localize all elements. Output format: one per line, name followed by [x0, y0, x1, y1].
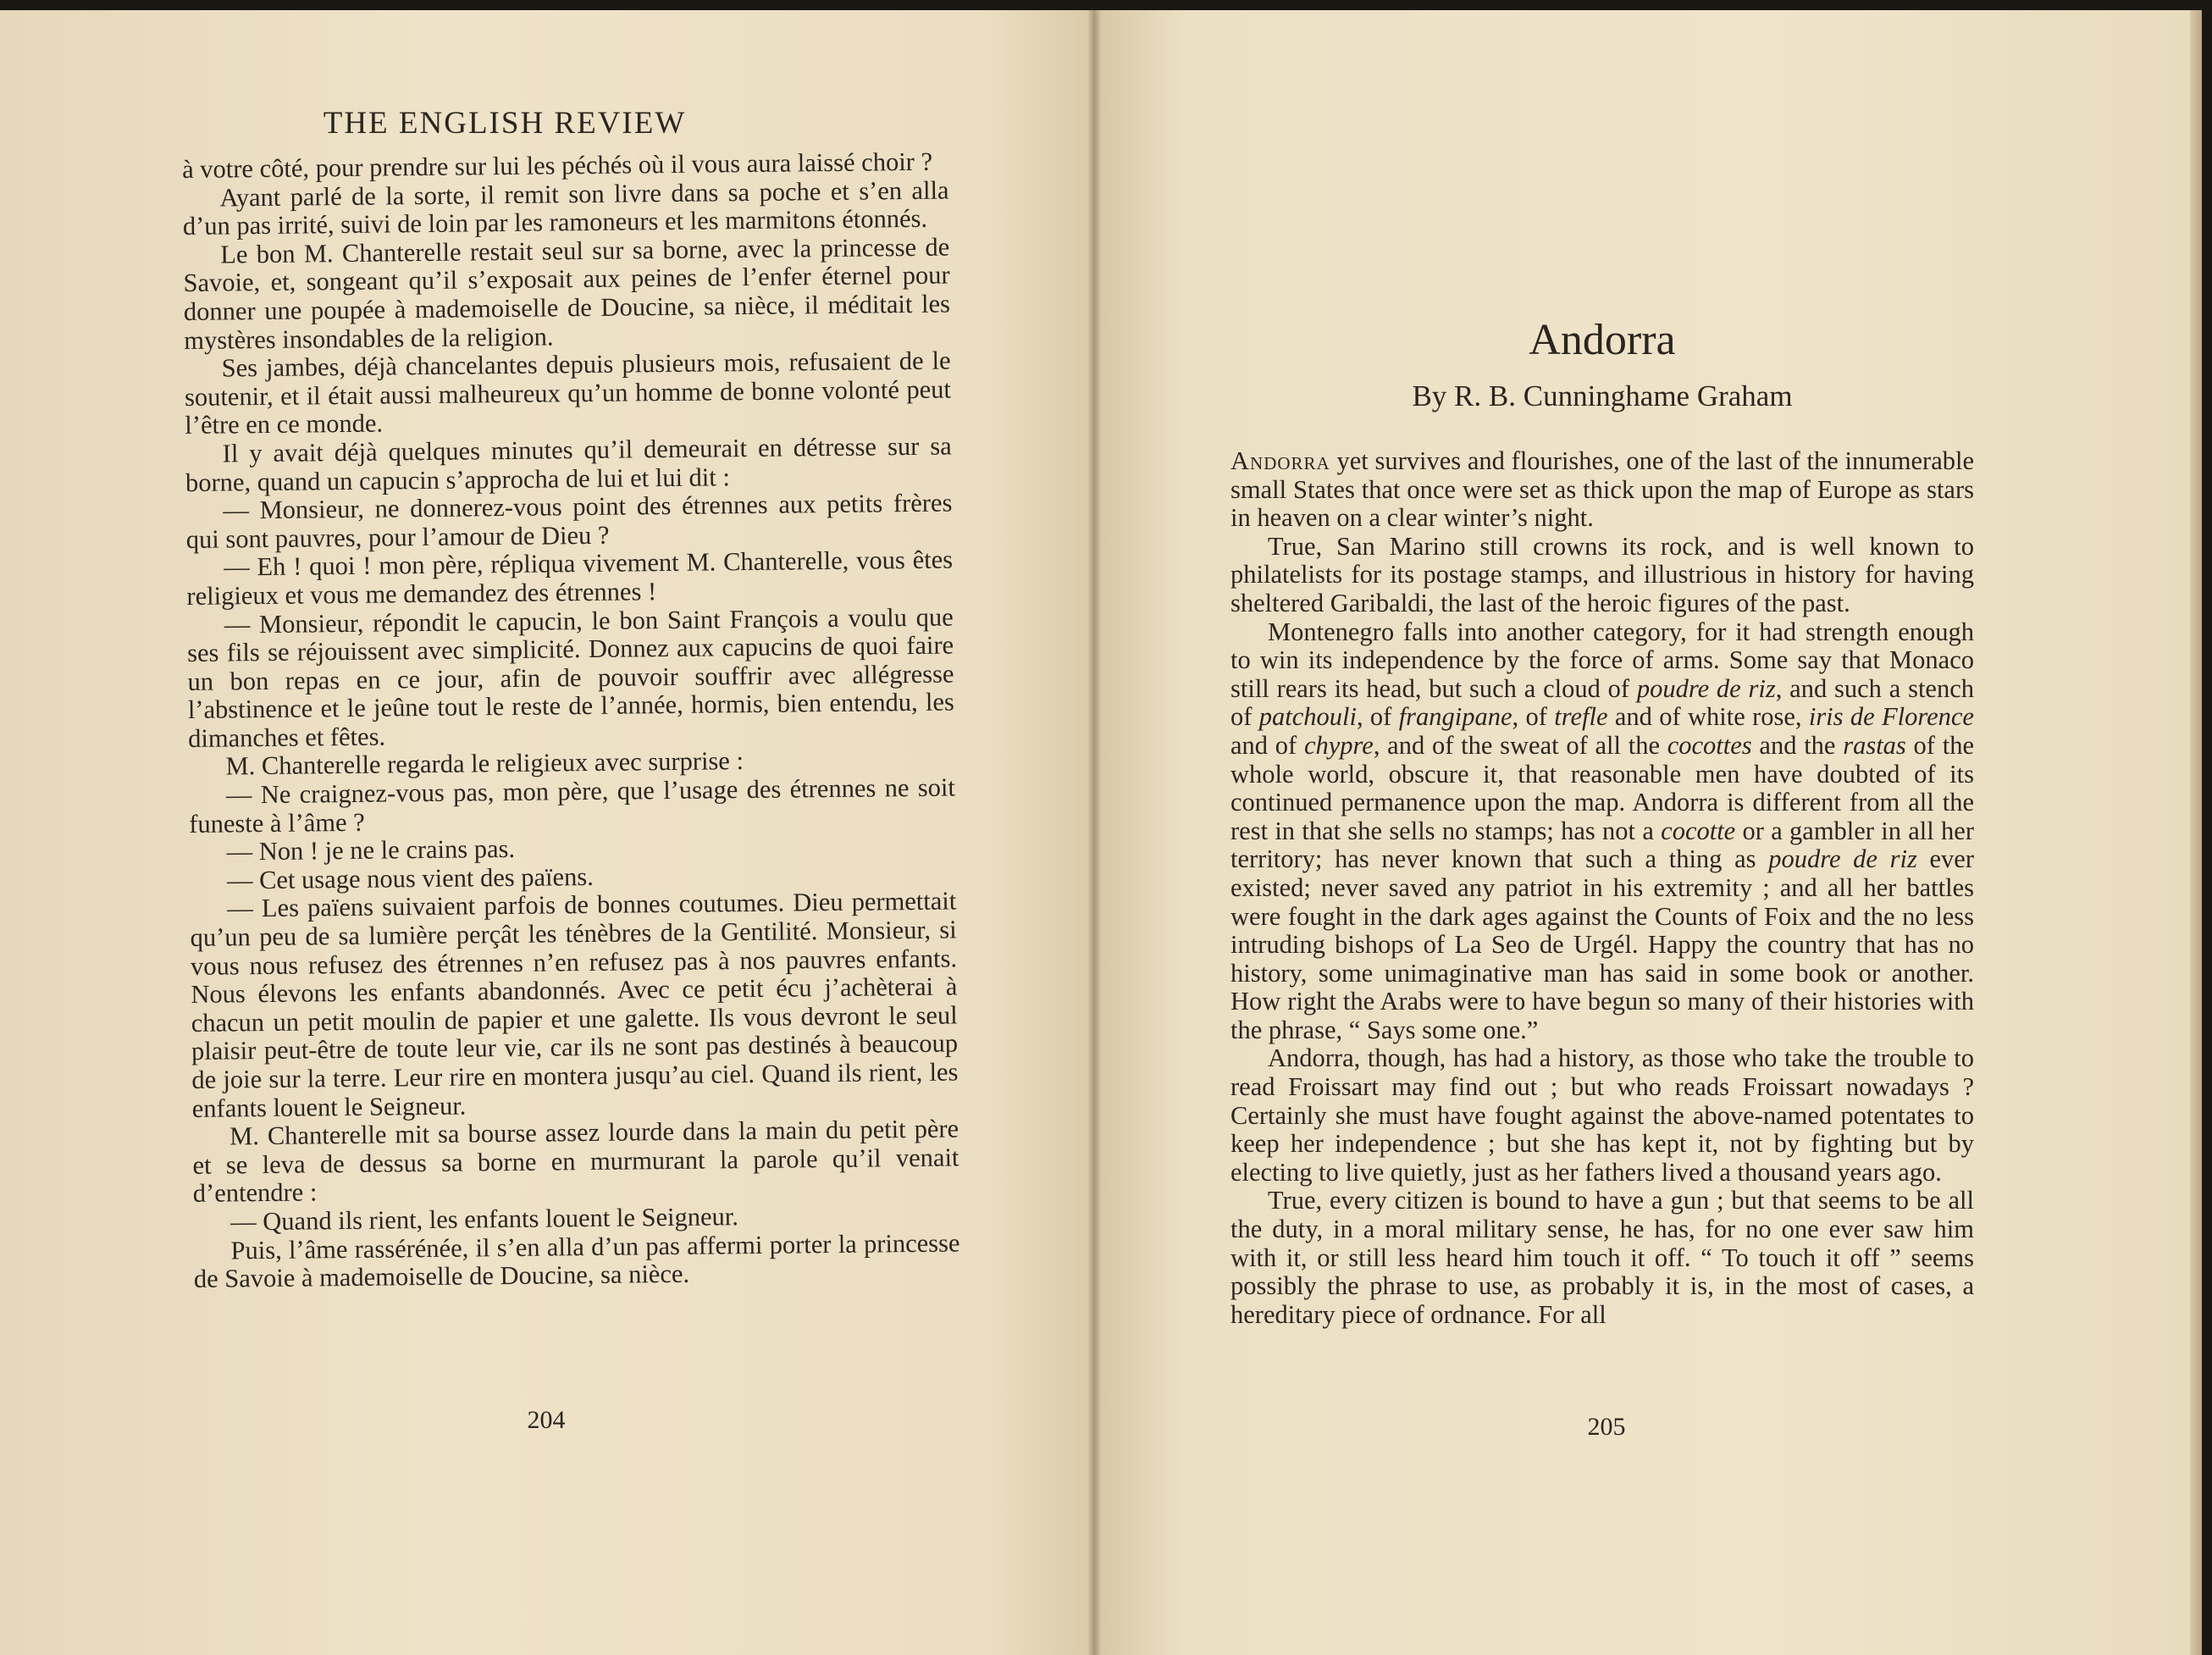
page-number: 204	[527, 1406, 566, 1434]
paragraph: — Non ! je ne le crains pas.	[226, 834, 516, 866]
right-text-column	[1230, 447, 1974, 1329]
book-gutter	[1087, 10, 1101, 1655]
paragraph: M. Chanterelle mit sa bourse assez lourde dans la main du petit père et se leva de dessus sa borne en murmurant la parole qu’il venait d’entendre :	[192, 1114, 959, 1209]
paragraph: Andorra, though, has had a history, as those who take the trouble to read Froissart may find out ; but who reads Froissart nowadays ? Certainly she must have fought against the above-named potentates to keep her independence ; but she has kept it, not by fighting but by electing to live quietly, just as her fathers lived a thousand years ago.	[1230, 1043, 1974, 1187]
paragraph: Andorra yet survives and flourishes, one of the last of the innumerable small States that once were set as thick upon the map of Europe as stars in heaven on a clear winter’s night.	[1230, 446, 1974, 533]
paragraph: — Monsieur, ne donnerez-vous point des étrennes aux petits frères qui sont pauvres, pour l’amour de Dieu ?	[185, 488, 953, 554]
paragraph: Ses jambes, déjà chancelantes depuis plusieurs mois, refusaient de le soutenir, et il était aussi malheureux qu’un homme de bonne volonté peut l’être en ce monde.	[184, 346, 952, 440]
lead-word: Andorra	[1230, 446, 1330, 475]
paragraph: True, every citizen is bound to have a gun ; but that seems to be all the duty, in a moral military sense, he has, for no one ever saw him with it, or still less heard him touch it off. “ To touch it off ” seems possibly the phrase to use, as probably it is, in the most of cases, a hereditary piece of ordnance. For all	[1230, 1186, 1974, 1329]
paragraph: — Cet usage nous vient des païens.	[226, 861, 594, 895]
left-text-column	[182, 148, 960, 1294]
paragraph: M. Chanterelle regarda le religieux avec surprise :	[225, 746, 744, 781]
paragraph: — Les païens suivaient parfois de bonnes coutumes. Dieu permettait qu’un peu de sa lumière perçât les ténèbres de la Gentilité. Monsieur, si vous nous refusez des étrennes n’en refusez pas à nos pauvres enfants. Nous élevons les enfants abandonnés. Avec ce petit écu j’achèterai à chacun un petit moulin de papier et une galette. Ils vous devront le seul plaisir peut-être de toute leur vie, car ils ne sont pas destinés à beaucoup de joie sur la terre. Leur rire en montera jusqu’au ciel. Quand ils rient, les enfants louent le Seigneur.	[190, 886, 959, 1123]
paragraph: à votre côté, pour prendre sur lui les péchés où il vous aura laissé choir ?	[181, 147, 933, 184]
paragraph: — Monsieur, répondit le capucin, le bon Saint François a voulu que ses fils se réjouissent avec simplicité. Donnez aux capucins de quoi faire un bon repas en ce jour, afin de pouvoir souffrir avec allégresse l’abstinence et le jeûne tout le reste de l’année, hormis, bien entendu, les dimanches et fêtes.	[186, 601, 954, 753]
running-head: THE ENGLISH REVIEW	[323, 106, 687, 141]
article-title: Andorra	[1529, 316, 1676, 364]
left-page	[0, 10, 1094, 1655]
paragraph: True, San Marino still crowns its rock, and is well known to philatelists for its postage stamps, and illustrious in history for having sheltered Garibaldi, the last of the heroic figures of the past.	[1230, 531, 1974, 617]
right-page	[1094, 10, 2202, 1655]
paragraph: Il y avait déjà quelques minutes qu’il demeurait en détresse sur sa borne, quand un capucin s’approcha de lui et lui dit :	[185, 431, 952, 497]
article-byline: By R. B. Cunninghame Graham	[1412, 379, 1793, 412]
paragraph: — Eh ! quoi ! mon père, répliqua vivement M. Chanterelle, vous êtes religieux et vous me demandez des étrennes !	[186, 545, 954, 611]
paragraph: — Quand ils rient, les enfants louent le Seigneur.	[230, 1202, 739, 1237]
paragraph: — Ne craignez-vous pas, mon père, que l’usage des étrennes ne soit funeste à l’âme ?	[189, 772, 956, 839]
paragraph: Le bon M. Chanterelle restait seul sur sa borne, avec la princesse de Savoie, et, songeant qu’il s’exposait aux peines de l’enfer éternel pour donner une poupée à mademoiselle de Doucine, sa nièce, il méditait les mystères insondables de la religion.	[183, 232, 951, 355]
page-number: 205	[1587, 1413, 1626, 1441]
paragraph: Ayant parlé de la sorte, il remit son livre dans sa poche et s’en alla d’un pas irrité, suivi de loin par les ramoneurs et les marmitons étonnés.	[182, 175, 949, 241]
paragraph: Montenegro falls into another category, for it had strength enough to win its independence by the force of arms. Some say that Monaco still rears its head, but such a cloud of poudre de riz, and such a stench of patchouli, of frangipane, of trefle and of white rose, iris de Florence and of chypre, and of the sweat of all the cocottes and the rastas of the whole world, obscure it, that reasonable men have doubted of its continued permanence upon the map. Andorra is different from all the rest in that she sells no stamps; has not a cocotte or a gambler in all her territory; has never known that such a thing as poudre de riz ever existed; never saved any patriot in his extremity ; and all her battles were fought in the dark ages against the Counts of Foix and the no less intruding bishops of La Seo de Urgél. Happy the country that has no history, some unimaginative man has said in some book or another. How right the Arabs were to have begun so many of their histories with the phrase, “ Says some one.”	[1230, 617, 1975, 1044]
paragraph: Puis, l’âme rassérénée, il s’en alla d’un pas affermi porter la princesse de Savoie à mademoiselle de Doucine, sa nièce.	[193, 1228, 960, 1294]
